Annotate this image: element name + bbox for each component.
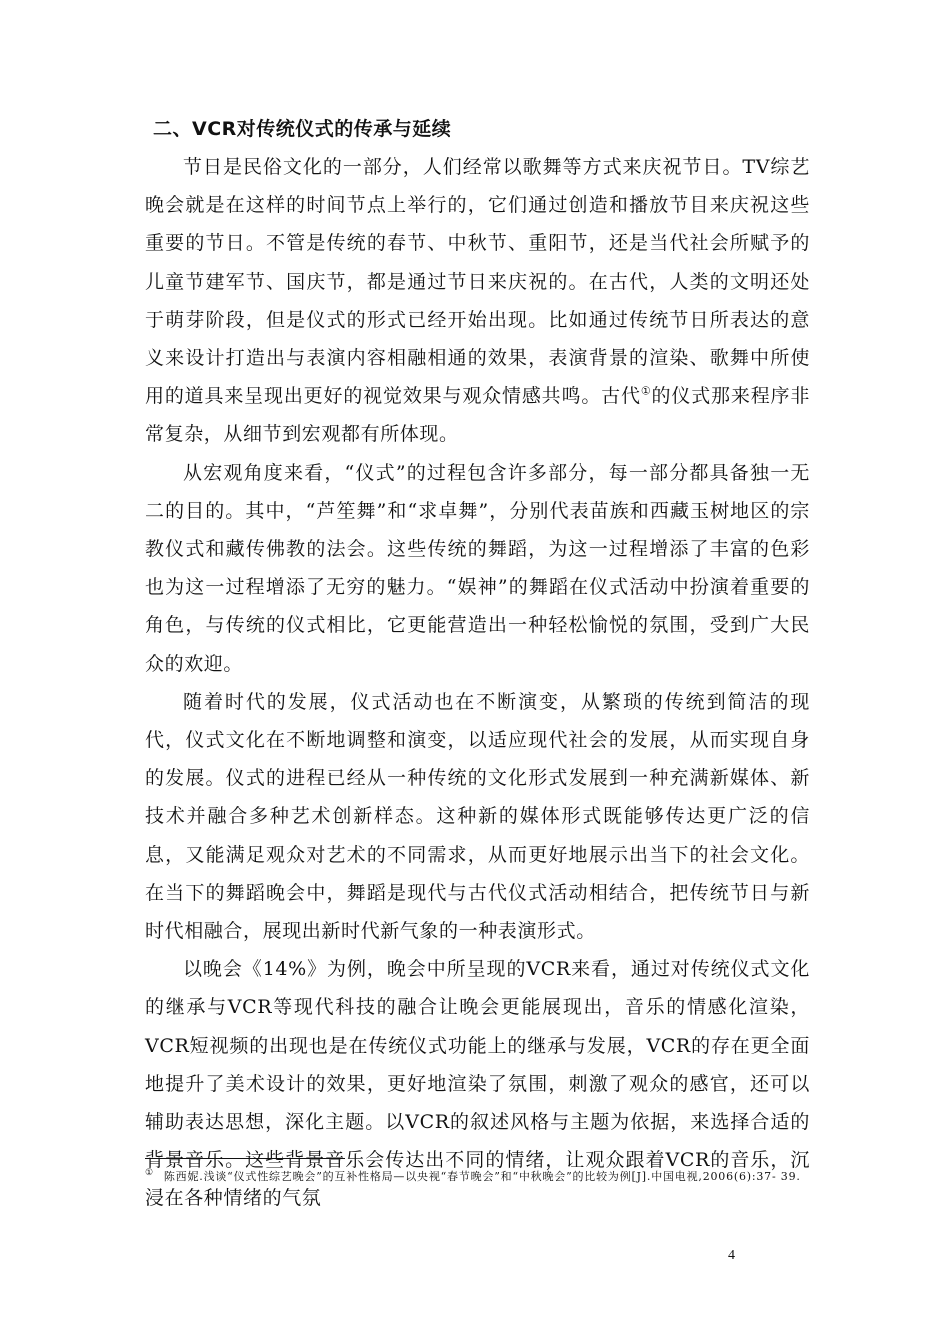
paragraph-1-text: 节日是民俗文化的一部分，人们经常以歌舞等方式来庆祝节日。TV综艺晚会就是在这样的时间节点上举行的，它们通过创造和播放节目来庆祝这些重要的节日。不管是传统的春节、中秋节、重阳节，还是当代社会所赋予的儿童节建军节、国庆节，都是通过节日来庆祝的。在古代，人类的文明还处于萌芽阶段，但是仪式的形式已经开始出现。比如通过传统节日所表达的意义来设计打造出与表演内容相融相通的效果，表演背景的渲染、歌舞中所使用的道具来呈现出更好的视觉效果与观众情感共鸣。古代 <box>145 156 810 408</box>
paragraph-4: 以晚会《14%》为例，晚会中所呈现的VCR来看，通过对传统仪式文化的继承与VCR等现代科技的融合让晚会更能展现出，音乐的情感化渲染，VCR短视频的出现也是在传统仪式功能上的继承与发展，VCR的存在更全面地提升了美术设计的效果，更好地渲染了氛围，刺激了观众的感官，还可以辅助表达思想，深化主题。以VCR的叙述风格与主题为依据，来选择合适的背景音乐。这些背景音乐会传达出不同的情绪，让观众跟着VCR的音乐，沉浸在各种情绪的气氛 <box>145 958 810 1210</box>
footnote-divider <box>145 1158 345 1159</box>
paragraph-3: 随着时代的发展，仪式活动也在不断演变，从繁琐的传统到简洁的现代，仪式文化在不断地调整和演变，以适应现代社会的发展，从而实现自身的发展。仪式的进程已经从一种传统的文化形式发展到一种充满新媒体、新技术并融合多种艺术创新样态。这种新的媒体形式既能够传达更广泛的信息，又能满足观众对艺术的不同需求，从而更好地展示出当下的社会文化。在当下的舞蹈晚会中，舞蹈是现代与古代仪式活动相结合，把传统节日与新时代相融合，展现出新时代新气象的一种表演形式。 <box>145 690 810 943</box>
footnote <box>145 1166 810 1188</box>
paragraph-2: 从宏观角度来看，“仪式”的过程包含许多部分，每一部分都具备独一无二的目的。其中，“芦笙舞”和“求卓舞”，分别代表苗族和西藏玉树地区的宗教仪式和藏传佛教的法会。这些传统的舞蹈，为这一过程增添了丰富的色彩也为这一过程增添了无穷的魅力。“娱神”的舞蹈在仪式活动中扮演着重要的角色，与传统的仪式相比，它更能营造出一种轻松愉悦的氛围，受到广大民众的欢迎。 <box>145 461 810 675</box>
footnote-ref[interactable]: ① <box>640 384 652 398</box>
section-heading: 二、VCR对传统仪式的传承与延续 <box>153 118 452 140</box>
footnote-text: 陈西妮.浅谈“仪式性综艺晚会”的互补性格局—以央视“春节晚会”和“中秋晚会”的比较为例[J].中国电视,2006(6):37- 39. <box>163 1170 801 1183</box>
page-number: 4 <box>728 1248 735 1263</box>
paragraph-1-tail: 的仪式那来程序非常复杂，从细节到宏观都有所体现。 <box>145 385 810 446</box>
paragraph-1 <box>145 148 810 454</box>
footnote-marker: ① <box>145 1168 154 1179</box>
body-text <box>145 112 810 1218</box>
